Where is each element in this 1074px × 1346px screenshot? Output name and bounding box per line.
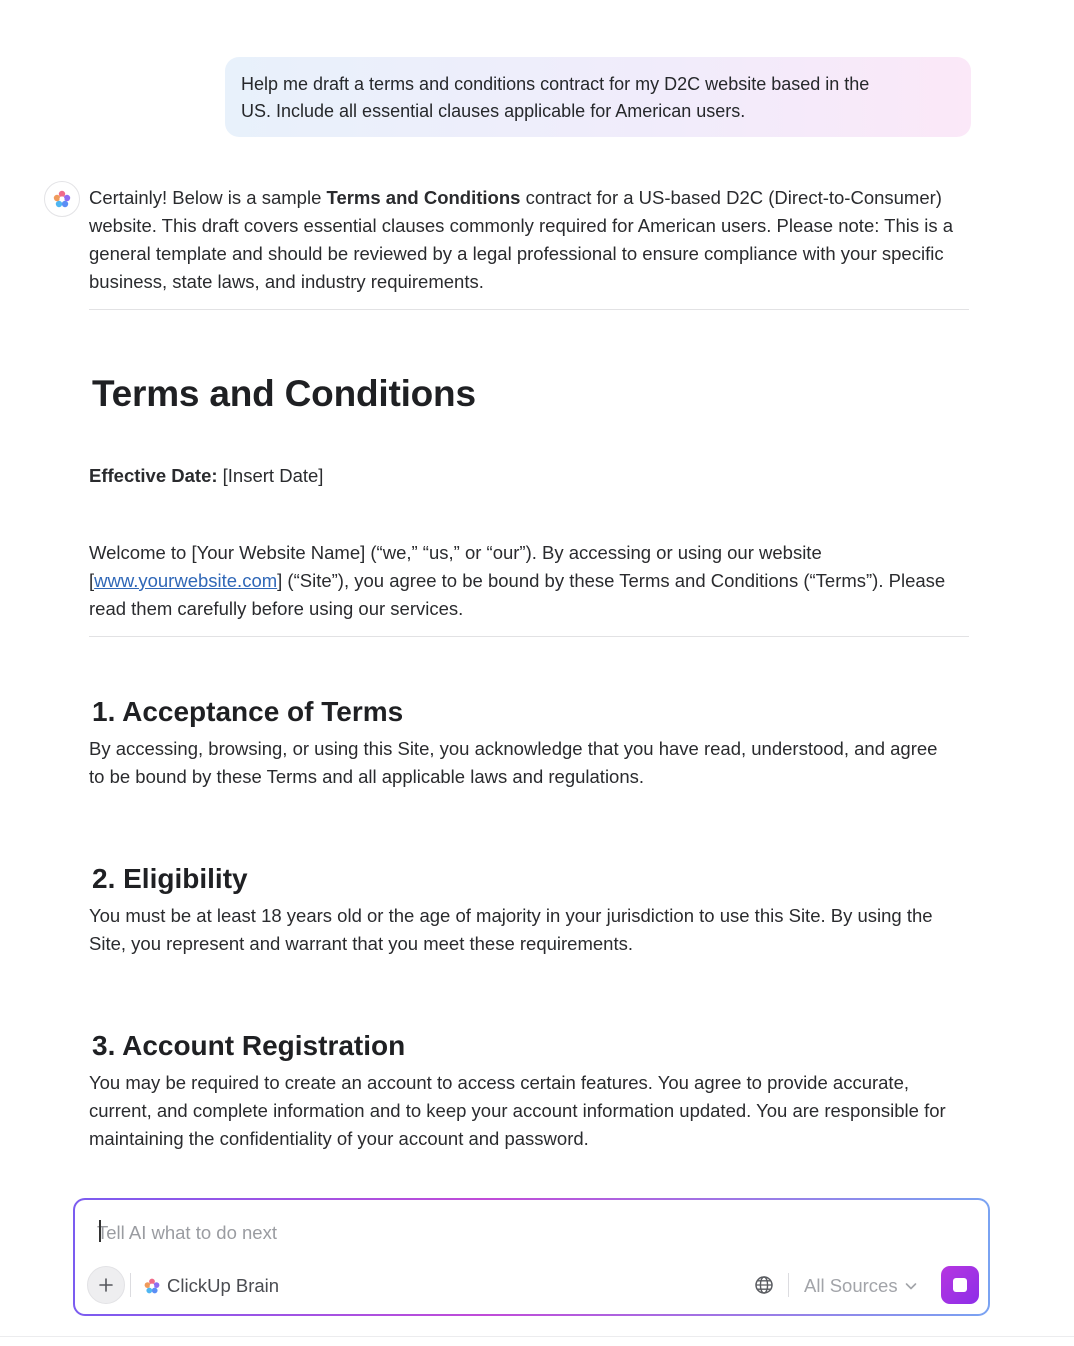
effective-date-value: [Insert Date] — [217, 465, 324, 486]
user-message-line: Help me draft a terms and conditions contract for my D2C website based in the — [241, 74, 870, 94]
clickup-brain-button[interactable] — [143, 1272, 279, 1300]
brain-label: ClickUp Brain — [167, 1275, 280, 1296]
plus-icon — [98, 1277, 114, 1293]
sources-label: All Sources — [804, 1275, 898, 1296]
clickup-brain-icon — [52, 189, 72, 209]
welcome-paragraph — [89, 539, 969, 623]
effective-date-label: Effective Date: — [89, 465, 218, 486]
bottom-border — [0, 1336, 1074, 1337]
ai-avatar — [44, 181, 80, 217]
section-account-registration — [89, 1030, 974, 1153]
website-link[interactable]: www.yourwebsite.com — [94, 570, 278, 591]
section-heading: 2. Eligibility — [92, 863, 248, 894]
ai-response — [89, 184, 974, 1153]
ai-composer — [73, 1198, 990, 1316]
user-message-line: US. Include all essential clauses applicable for American users. — [241, 101, 746, 121]
section-acceptance — [89, 696, 974, 791]
toolbar-divider — [788, 1273, 789, 1297]
toolbar-divider — [130, 1273, 131, 1297]
effective-date — [89, 462, 974, 490]
section-body: You must be at least 18 years old or the age of majority in your jurisdiction to use this Site. By using the Site, you represent and warrant that you meet these requirements. — [89, 905, 933, 954]
welcome-text: Welcome to [Your Website Name] (“we,” “us,” or “our”). By accessing or using our website [ — [89, 542, 822, 591]
divider — [89, 636, 969, 637]
add-attachment-button[interactable] — [87, 1266, 125, 1304]
section-heading: 1. Acceptance of Terms — [92, 696, 404, 727]
clickup-brain-icon — [143, 1277, 161, 1295]
user-message-bubble — [225, 57, 971, 137]
section-body: By accessing, browsing, or using this Site, you acknowledge that you have read, understood, and agree to be bound by these Terms and all applicable laws and regulations. — [89, 738, 938, 787]
intro-bold-text: Terms and Conditions — [326, 187, 521, 208]
response-intro — [89, 184, 974, 296]
web-search-toggle[interactable] — [751, 1272, 777, 1298]
sources-dropdown[interactable] — [804, 1272, 918, 1300]
section-heading: 3. Account Registration — [92, 1030, 406, 1061]
text-caret — [99, 1220, 101, 1242]
divider — [89, 309, 969, 310]
document-title: Terms and Conditions — [92, 373, 476, 414]
prompt-input[interactable] — [97, 1218, 957, 1248]
section-eligibility — [89, 863, 974, 958]
globe-icon — [754, 1275, 774, 1295]
intro-text: Certainly! Below is a sample — [89, 187, 327, 208]
section-body: You may be required to create an account to access certain features. You agree to provide accurate, current, and complete information and to keep your account information updated. You are responsible for maintaining the confidentiality of your account and password. — [89, 1072, 946, 1149]
stop-icon — [953, 1278, 967, 1292]
chevron-down-icon — [904, 1279, 918, 1293]
intro-text: contract for a US-based D2C (Direct-to-Consumer) website. This draft covers essential clauses commonly required for American users. Please note: This is a general template and should be reviewed by a legal professional to ensure compliance with your specific business, state laws, and industry requirements. — [89, 187, 954, 292]
welcome-text: ] (“Site”), you agree to be bound by these Terms and Conditions (“Terms”). Please read them carefully before using our services. — [89, 570, 946, 619]
stop-generation-button[interactable] — [941, 1266, 979, 1304]
